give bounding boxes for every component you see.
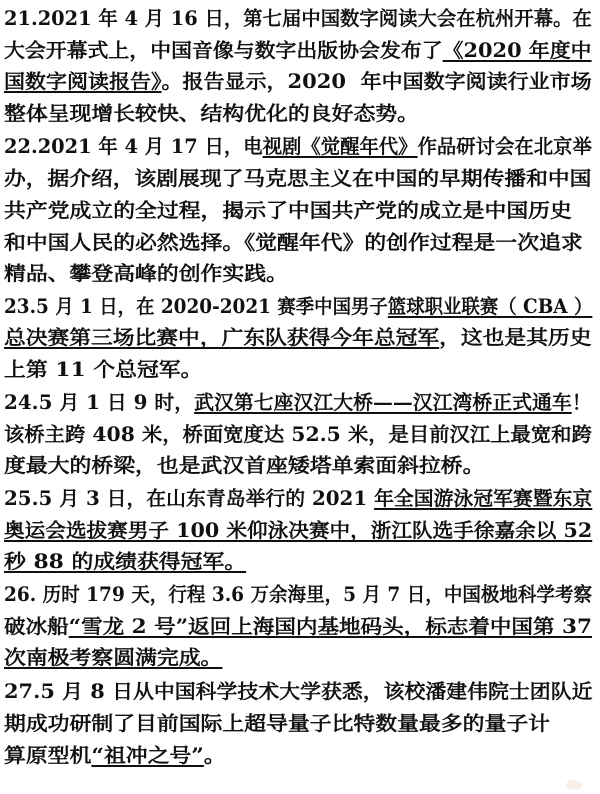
text-line [4, 98, 419, 130]
underlined-text: 视剧《觉醒年代》 [262, 135, 418, 158]
text-segment: 该桥主跨 408 米，桥面宽度达 52.5 米，是目前汉江上最宽和跨 [4, 423, 592, 446]
text-segment: 精品、攀登高峰的创作实践。 [4, 262, 288, 285]
text-line [4, 354, 202, 386]
paper-smudge [566, 780, 582, 790]
underlined-text: 秒 88 的成绩获得冠军。 [4, 550, 247, 573]
underlined-text: 次南极考察圆满完成。 [4, 646, 223, 669]
text-segment: 。 [203, 744, 226, 767]
text-segment: 26. 历时 179 天，行程 3.6 万余海里，5 月 7 日，中国极地科学考察 [4, 583, 593, 606]
text-line [4, 676, 592, 708]
text-segment: 上第 11 个总冠军。 [4, 358, 203, 381]
underlined-text: 篮球职业联赛（ CBA ） [387, 295, 593, 318]
text-segment: 作品研讨会在北京举 [417, 135, 592, 158]
text-segment: 22.2021 年 4 月 17 日，电 [4, 135, 263, 158]
text-segment: 破冰船 [4, 615, 69, 638]
text-line [4, 387, 592, 419]
text-line [4, 642, 222, 674]
text-line [4, 322, 591, 354]
text-line [4, 611, 592, 643]
text-line [4, 131, 592, 163]
text-line [4, 163, 591, 195]
text-segment: 25.5 月 3 日，在山东青岛举行的 2021 [4, 487, 375, 510]
text-line [4, 66, 592, 98]
text-segment: 23.5 月 1 日，在 2020-2021 赛季中国男子 [4, 295, 388, 318]
text-segment: 办，据介绍，该剧展现了马克思主义在中国的早期传播和中国 [4, 167, 592, 190]
text-line [4, 227, 583, 259]
text-line [4, 419, 592, 451]
text-segment: 大会开幕式上，中国音像与数字出版协会发布了 [4, 39, 443, 62]
text-line [4, 258, 288, 290]
text-line [4, 546, 246, 578]
text-segment: 算原型机 [4, 744, 92, 767]
text-line [4, 740, 226, 772]
text-line [4, 515, 592, 547]
underlined-text: “祖冲之号” [91, 744, 204, 767]
text-segment: 。报告显示，2020 年中国数字阅读行业市场 [161, 70, 592, 93]
underlined-text: 奥运会选拔赛男子 100 米仰泳决赛中，浙江队选手徐嘉余以 52 [4, 519, 593, 542]
text-segment: 27.5 月 8 日从中国科学技术大学获悉，该校潘建伟院士团队近 [4, 680, 593, 703]
text-segment: 和中国人民的必然选择。《觉醒年代》的创作过程是一次追求 [4, 231, 583, 254]
text-segment: 共产党成立的全过程，揭示了中国共产党的成立是中国历史 [4, 199, 572, 222]
underlined-text: 国数字阅读报告》 [4, 70, 162, 93]
text-segment: 24.5 月 1 日 9 时， [4, 391, 195, 414]
underlined-text: 武汉第七座汉江大桥——汉江湾桥正式通车 [194, 391, 572, 414]
text-segment: ！ [571, 391, 592, 414]
text-segment: 期成功研制了目前国际上超导量子比特数量最多的量子计 [4, 712, 551, 735]
text-segment: 度最大的桥梁，也是武汉首座矮塔单索面斜拉桥。 [4, 454, 485, 477]
text-line [4, 450, 484, 482]
text-line [4, 35, 592, 67]
text-segment: ，这也是其历史 [439, 326, 592, 349]
text-line [4, 483, 592, 515]
text-line [4, 291, 592, 323]
underlined-text: 《2020 年度中 [442, 39, 592, 62]
text-line [4, 195, 572, 227]
text-segment: 整体呈现增长较快、结构优化的良好态势。 [4, 102, 419, 125]
text-segment: 21.2021 年 4 月 16 日，第七届中国数字阅读大会在杭州开幕。在 [4, 7, 592, 30]
text-line [4, 579, 592, 611]
underlined-text: “雪龙 2 号”返回上海国内基地码头，标志着中国第 37 [68, 615, 593, 638]
underlined-text: 年全国游泳冠军赛暨东京 [374, 487, 593, 510]
underlined-text: 总决赛第三场比赛中，广东队获得今年总冠军 [4, 326, 440, 349]
text-line [4, 708, 550, 740]
text-line [4, 3, 592, 35]
